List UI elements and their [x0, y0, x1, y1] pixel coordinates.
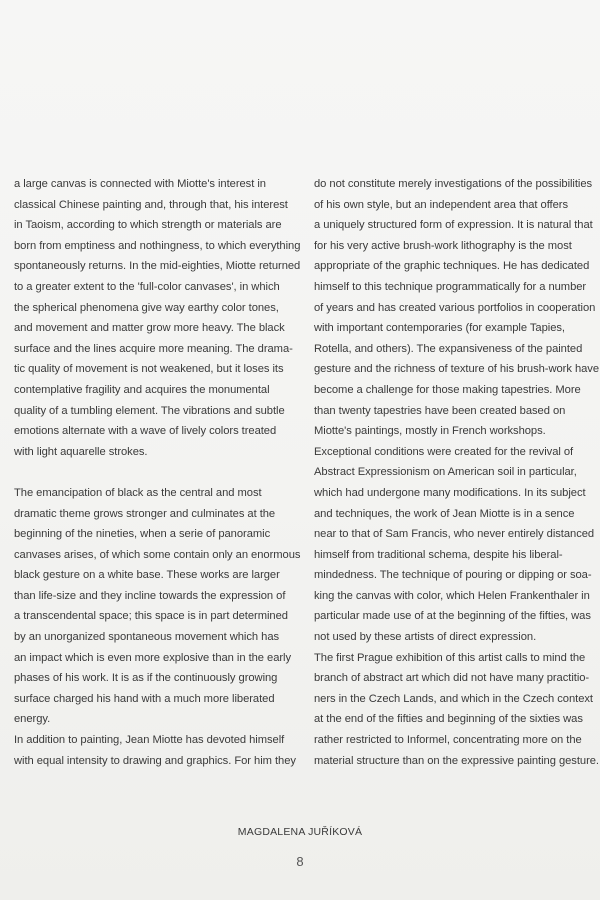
text-line: The emancipation of black as the central and most [14, 486, 262, 499]
text-line: do not constitute merely investigations of the possibilities [314, 178, 593, 190]
paragraph-spacer [14, 462, 296, 483]
text-line: with light aquarelle strokes. [14, 445, 148, 458]
text-line: appropriate of the graphic techniques. He has dedicated [314, 260, 590, 273]
text-line: gesture and the richness of texture of his brush-work have [314, 363, 600, 376]
text-line: dramatic theme grows stronger and culminates at the [14, 507, 276, 520]
text-line: which had undergone many modifications. In its subject [314, 486, 586, 499]
text-line: near to that of Sam Francis, who never entirely distanced [314, 528, 595, 541]
text-line: the spherical phenomena give way earthy color tones, [14, 301, 279, 314]
text-line: at the end of the fifties and beginning of the sixties was [314, 713, 583, 726]
text-line: Rotella, and others). The expansiveness of the painted [314, 342, 583, 355]
text-line: king the canvas with color, which Helen Frankenthaler in [314, 589, 590, 602]
text-line: than twenty tapestries have been created based on [314, 404, 566, 417]
text-line: to a greater extent to the 'full-color canvases', in which [14, 280, 280, 293]
text-line: Abstract Expressionism on American soil in particular, [314, 466, 577, 479]
text-line: The first Prague exhibition of this artist calls to mind the [314, 651, 586, 664]
text-line: a uniquely structured form of expression. It is natural that [314, 219, 593, 232]
text-line: with equal intensity to drawing and graphics. For him they [14, 754, 296, 767]
text-line: quality of a tumbling element. The vibrations and subtle [14, 404, 285, 417]
text-line: himself to this technique programmatically for a number [314, 280, 587, 293]
text-line: by an unorganized spontaneous movement which has [14, 631, 280, 644]
text-line: of years and has created various portfolios in cooperation [314, 301, 596, 314]
text-line: phases of his work. It is as if the continuously growing [14, 672, 278, 685]
text-line: and movement and matter grow more heavy. The black [14, 322, 285, 335]
text-line: a transcendental space; this space is in part determined [14, 610, 288, 623]
text-line: surface charged his hand with a much more liberated [14, 692, 275, 705]
text-line: beginning of the nineties, when a serie of panoramic [14, 528, 271, 541]
text-line: an impact which is even more explosive than in the early [14, 651, 292, 664]
text-line: in Taoism, according to which strength or materials are [14, 219, 282, 232]
text-line: rather restricted to Informel, concentrating more on the [314, 734, 582, 747]
text-line: than life-size and they incline towards the expression of [14, 589, 286, 602]
text-line: tic quality of movement is not weakened, but it loses its [14, 363, 284, 376]
text-line: mindedness. The technique of pouring or dipping or soa- [314, 569, 592, 582]
page-number: 8 [296, 854, 304, 869]
text-line: material structure than on the expressive painting gesture. [314, 754, 599, 767]
text-line: spontaneously returns. In the mid-eighties, Miotte returned [14, 260, 301, 273]
text-line: a large canvas is connected with Miotte's interest in [14, 178, 266, 190]
left-text-column [14, 174, 301, 771]
text-line: black gesture on a white base. These works are larger [14, 569, 280, 582]
text-line: of his own style, but an independent area that offers [314, 198, 569, 211]
text-line: and techniques, the work of Jean Miotte is in a sence [314, 507, 575, 520]
text-line: not used by these artists of direct expression. [314, 631, 537, 644]
text-line: himself from traditional schema, despite his liberal- [314, 548, 563, 561]
text-line: branch of abstract art which did not have many practitio- [314, 672, 590, 685]
text-line: Exceptional conditions were created for the revival of [314, 445, 574, 458]
text-line: classical Chinese painting and, through that, his interest [14, 198, 288, 211]
text-line: with important contemporaries (for example Tapies, [314, 322, 565, 335]
text-line: contemplative fragility and acquires the monumental [14, 383, 270, 396]
text-line: for his very active brush-work lithography is the most [314, 239, 572, 252]
text-line: emotions alternate with a wave of lively colors treated [14, 425, 277, 438]
paragraph-2 [14, 483, 301, 771]
text-line: ners in the Czech Lands, and which in the Czech context [314, 692, 593, 705]
text-line: born from emptiness and nothingness, to which everything [14, 239, 301, 252]
right-text-column [314, 174, 600, 771]
text-line: canvases arises, of which some contain only an enormous [14, 548, 301, 561]
text-line: In addition to painting, Jean Miotte has devoted himself [14, 734, 285, 747]
text-line: particular made use of at the beginning of the fifties, was [314, 610, 591, 623]
author-name: MAGDALENA JUŘÍKOVÁ [237, 826, 363, 838]
text-line: become a challenge for those making tapestries. More [314, 383, 581, 396]
text-line: energy. [14, 713, 51, 726]
text-line: surface and the lines acquire more meaning. The drama- [14, 342, 293, 355]
paragraph-1 [14, 174, 301, 462]
text-line: Miotte's paintings, mostly in French workshops. [314, 425, 546, 438]
